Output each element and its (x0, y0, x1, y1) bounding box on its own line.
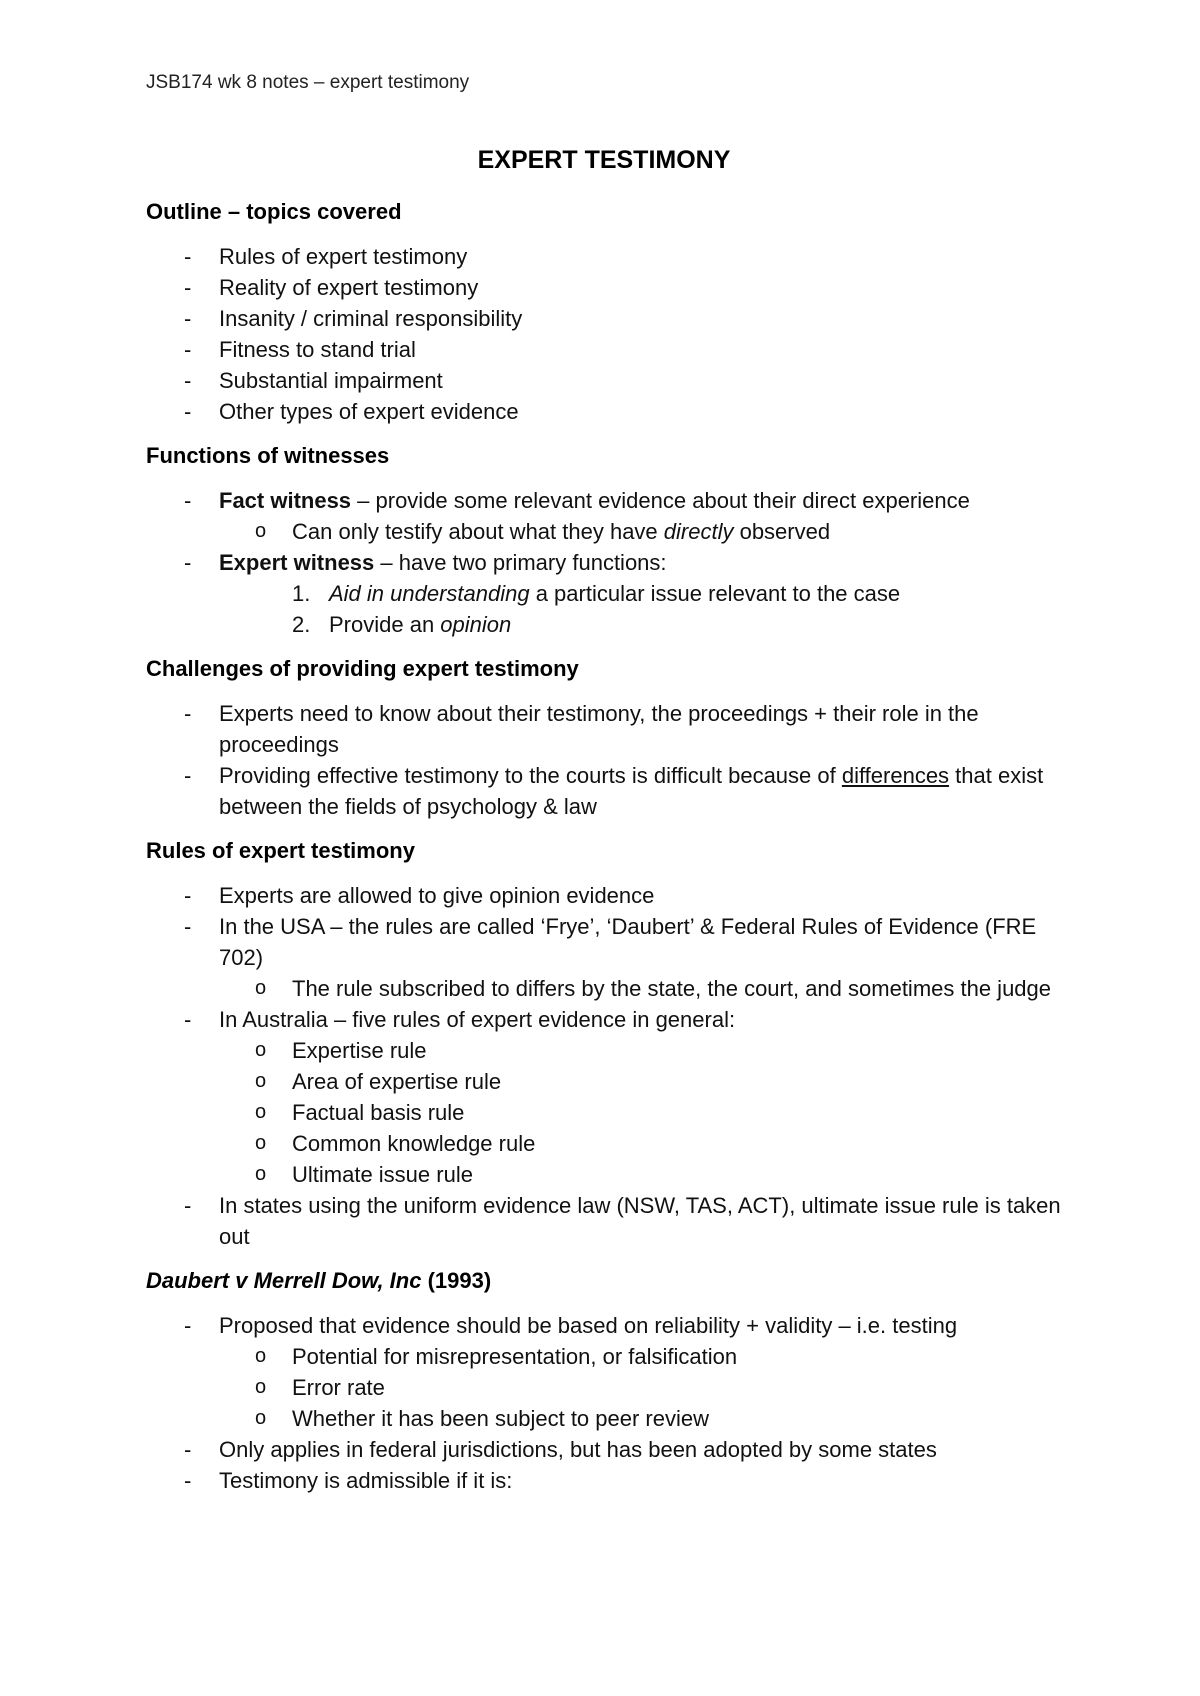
outline-heading: Outline – topics covered (146, 199, 402, 224)
text: observed (733, 519, 831, 544)
sub-list-item: o Common knowledge rule (219, 1128, 1066, 1159)
list-item: - Rules of expert testimony (146, 241, 1066, 272)
list-item: - Only applies in federal jurisdictions, but has been adopted by some states (146, 1434, 1066, 1465)
list-item: - Reality of expert testimony (146, 272, 1066, 303)
underlined-text: differences (841, 763, 950, 788)
text: Proposed that evidence should be based on reliability + validity – i.e. testing (219, 1313, 958, 1338)
list-item: - Other types of expert evidence (146, 396, 1066, 427)
challenges-heading: Challenges of providing expert testimony (146, 656, 579, 681)
sub-list-item: o Error rate (219, 1372, 1066, 1403)
list-item: - Substantial impairment (146, 365, 1066, 396)
sub-list (219, 1341, 1066, 1434)
page-header: JSB174 wk 8 notes – expert testimony (146, 72, 470, 93)
list-item: - Fitness to stand trial (146, 334, 1066, 365)
outline-list (146, 241, 1066, 427)
daubert-list (146, 1310, 1066, 1496)
sub-list-item: o Factual basis rule (219, 1097, 1066, 1128)
sub-list-item: o Area of expertise rule (219, 1066, 1066, 1097)
emphasis-text: directly (663, 519, 734, 544)
document-title: EXPERT TESTIMONY (477, 146, 731, 174)
fact-witness-term: Fact witness (219, 488, 352, 513)
list-item (146, 547, 1066, 640)
text: Can only testify about what they have (292, 519, 664, 544)
list-item: - Insanity / criminal responsibility (146, 303, 1066, 334)
expert-witness-term: Expert witness (219, 550, 375, 575)
list-item (146, 911, 1066, 1004)
challenges-list (146, 698, 1066, 822)
case-year: (1993) (421, 1268, 492, 1293)
text: a particular issue relevant to the case (529, 581, 901, 606)
sub-list-item: o Ultimate issue rule (219, 1159, 1066, 1190)
list-item (146, 485, 1066, 547)
sub-list (219, 1035, 1066, 1190)
emphasis-text: opinion (440, 612, 512, 637)
list-item (146, 1310, 1066, 1434)
sub-list (219, 516, 1066, 547)
text: that exist between the fields of psychology & law (219, 763, 1044, 819)
sub-list-item: o The rule subscribed to differs by the state, the court, and sometimes the judge (219, 973, 1066, 1004)
list-item: - Experts need to know about their testimony, the proceedings + their role in the proceedings (146, 698, 1066, 760)
list-item: - Testimony is admissible if it is: (146, 1465, 1066, 1496)
case-name: Daubert v Merrell Dow, Inc (146, 1268, 422, 1293)
rules-heading: Rules of expert testimony (146, 838, 415, 863)
numbered-item (219, 609, 1066, 640)
rules-list (146, 880, 1066, 1252)
numbered-item (219, 578, 1066, 609)
fact-witness-desc: – provide some relevant evidence about their direct experience (351, 488, 970, 513)
list-item (146, 1004, 1066, 1190)
functions-heading: Functions of witnesses (146, 443, 390, 468)
emphasis-text: Aid in understanding (329, 581, 530, 606)
numbered-list (219, 578, 1066, 640)
functions-list (146, 485, 1066, 640)
document-body (146, 197, 1066, 1496)
sub-list-item: o Potential for misrepresentation, or falsification (219, 1341, 1066, 1372)
item-number: 1. (292, 581, 311, 606)
expert-witness-desc: – have two primary functions: (374, 550, 667, 575)
sub-list-item: o Expertise rule (219, 1035, 1066, 1066)
list-item (146, 760, 1066, 822)
text: In Australia – five rules of expert evidence in general: (219, 1007, 736, 1032)
text: Provide an (329, 612, 441, 637)
sub-list-item: o Whether it has been subject to peer review (219, 1403, 1066, 1434)
item-number: 2. (292, 612, 311, 637)
sub-list (219, 973, 1066, 1004)
text: Providing effective testimony to the courts is difficult because of (219, 763, 842, 788)
list-item: - In states using the uniform evidence law (NSW, TAS, ACT), ultimate issue rule is taken out (146, 1190, 1066, 1252)
sub-list-item (219, 516, 1066, 547)
daubert-heading (146, 1266, 1066, 1296)
text: In the USA – the rules are called ‘Frye’, ‘Daubert’ & Federal Rules of Evidence (FRE 702) (219, 914, 1037, 970)
list-item: - Experts are allowed to give opinion evidence (146, 880, 1066, 911)
